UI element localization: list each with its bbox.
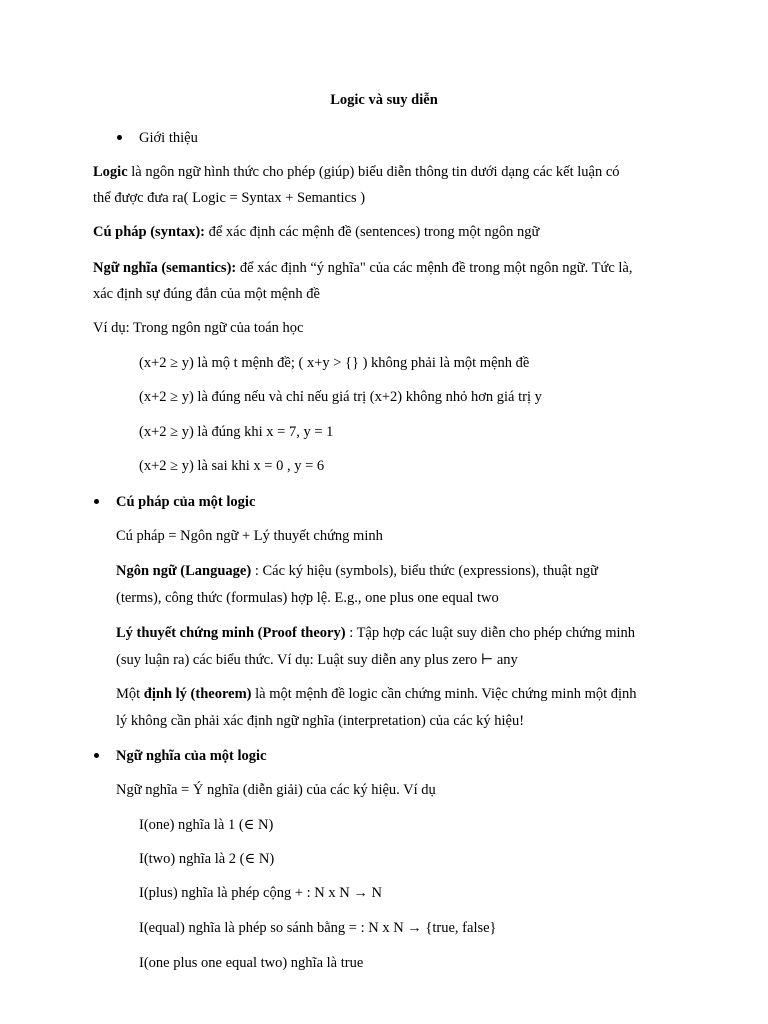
section-heading-syntax <box>116 493 255 511</box>
text-semantics-1: để xác định “ý nghĩa" của các mệnh đề trong một ngôn ngữ. Tức là, <box>236 260 633 276</box>
interpretation-line-5: I(one plus one equal two) nghĩa là true <box>139 955 364 971</box>
section-heading-semantics <box>116 747 266 765</box>
semantics-formula: Ngữ nghĩa = Ý nghĩa (diễn giải) của các ký hiệu. Ví dụ <box>116 782 436 798</box>
paragraph-theorem-line-2: lý không cần phải xác định ngữ nghĩa (interpretation) của các ký hiệu! <box>116 713 525 729</box>
term-logic: Logic <box>93 164 128 180</box>
bullet-dot <box>94 753 99 758</box>
example-line-1: (x+2 ≥ y) là mộ t mệnh đề; ( x+y > {} ) không phải là một mệnh đề <box>139 355 530 371</box>
example-line-4: (x+2 ≥ y) là sai khi x = 0 , y = 6 <box>139 458 325 474</box>
example-line-2: (x+2 ≥ y) là đúng nếu và chỉ nếu giá trị (x+2) không nhỏ hơn giá trị y <box>139 389 542 405</box>
term-semantics: Ngữ nghĩa (semantics): <box>93 260 237 276</box>
term-language: Ngôn ngữ (Language) <box>116 563 252 579</box>
paragraph-semantics-line-1 <box>93 259 632 277</box>
paragraph-logic-line-2: thể được đưa ra( Logic = Syntax + Semantics ) <box>93 190 366 206</box>
syntax-formula: Cú pháp = Ngôn ngữ + Lý thuyết chứng minh <box>116 528 383 544</box>
text-syntax: để xác định các mệnh đề (sentences) trong một ngôn ngữ <box>205 224 540 240</box>
paragraph-theorem-line-1 <box>116 685 637 703</box>
text-logic-1: là ngôn ngữ hình thức cho phép (giúp) biểu diễn thông tin dưới dạng các kết luận có <box>127 164 620 180</box>
paragraph-proof-line-1 <box>116 624 635 642</box>
bullet-dot <box>117 135 122 140</box>
paragraph-semantics-line-2: xác định sự đúng đắn của một mệnh đề <box>93 286 320 302</box>
text-language-1: : Các ký hiệu (symbols), biểu thức (expressions), thuật ngữ <box>251 563 598 579</box>
term-proof-theory: Lý thuyết chứng minh (Proof theory) <box>116 625 346 641</box>
example-intro: Ví dụ: Trong ngôn ngữ của toán học <box>93 320 304 336</box>
section-heading-syntax-text: Cú pháp của một logic <box>116 494 256 510</box>
interpretation-line-2: I(two) nghĩa là 2 (∈ N) <box>139 851 275 867</box>
term-theorem: định lý (theorem) <box>143 686 252 702</box>
paragraph-proof-line-2: (suy luận ra) các biểu thức. Ví dụ: Luật suy diễn any plus zero ⊢ any <box>116 652 518 668</box>
example-line-3: (x+2 ≥ y) là đúng khi x = 7, y = 1 <box>139 424 334 440</box>
paragraph-syntax <box>93 223 539 241</box>
paragraph-logic-line-1 <box>93 163 620 181</box>
section-heading-semantics-text: Ngữ nghĩa của một logic <box>116 748 267 764</box>
interpretation-line-1: I(one) nghĩa là 1 (∈ N) <box>139 817 274 833</box>
document-title: Logic và suy diễn <box>330 92 438 108</box>
section-heading-intro: Giới thiệu <box>139 130 198 146</box>
interpretation-line-3: I(plus) nghĩa là phép cộng + : N x N → N <box>139 885 382 901</box>
text-theorem-1: là một mệnh đề logic cần chứng minh. Việc chứng minh một định <box>251 686 637 702</box>
paragraph-language-line-1 <box>116 562 598 580</box>
interpretation-line-4: I(equal) nghĩa là phép so sánh bằng = : N x N → {true, false} <box>139 920 497 936</box>
term-syntax: Cú pháp (syntax): <box>93 224 205 240</box>
text-proof-1: : Tập hợp các luật suy diễn cho phép chứng minh <box>345 625 636 641</box>
bullet-dot <box>94 499 99 504</box>
paragraph-language-line-2: (terms), công thức (formulas) hợp lệ. E.g., one plus one equal two <box>116 590 499 606</box>
text-theorem-pre: Một <box>116 686 144 702</box>
